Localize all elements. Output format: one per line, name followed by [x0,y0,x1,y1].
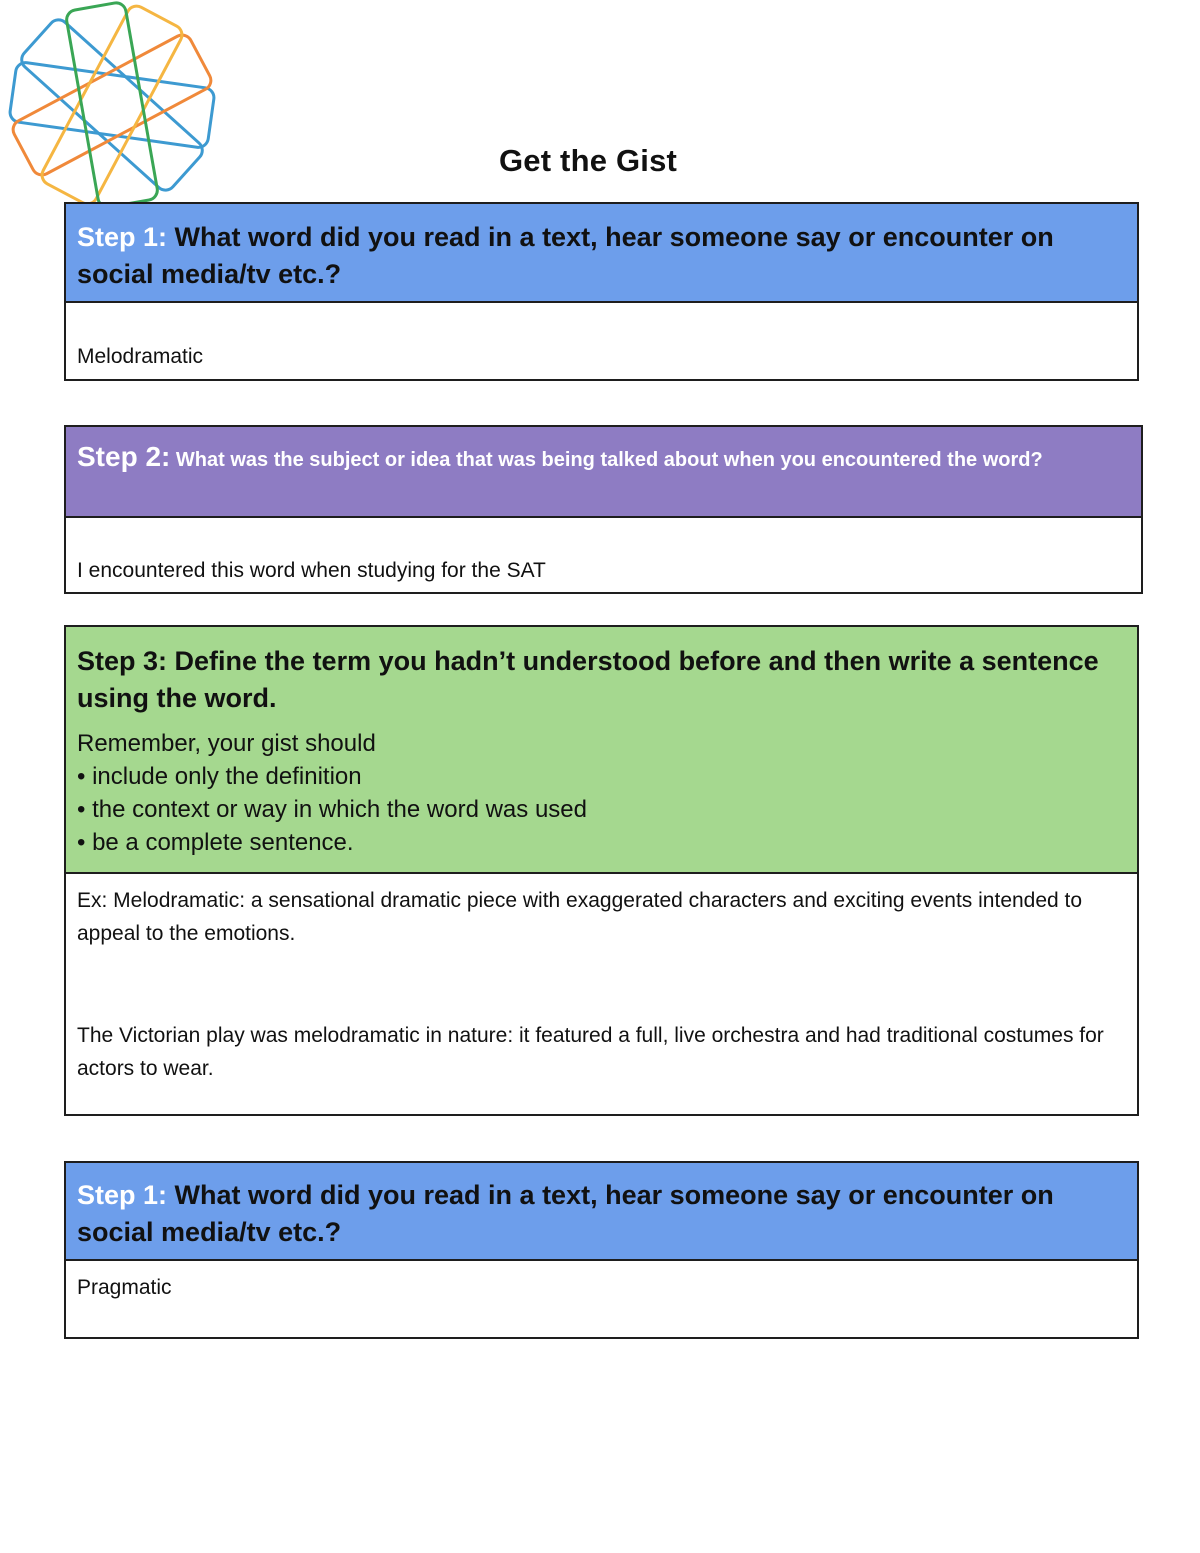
step-2-box [64,425,1143,594]
step-1-repeat-box [64,1161,1139,1339]
step-3-header [66,627,1137,874]
gist-tips [77,727,1126,859]
step-label: Step 1: [77,1180,168,1210]
step-1-repeat-header [66,1163,1137,1261]
step-label: Step 3: [77,646,168,676]
step-1-header [66,204,1137,303]
step-1-repeat-answer-area [66,1261,1137,1337]
step-question: Define the term you hadn’t understood before and then write a sentence using the word. [77,646,1099,713]
step-label: Step 1: [77,222,168,252]
step-answer: I encountered this word when studying for the SAT [77,559,546,582]
step-3-answer-area [66,874,1137,1114]
tip-line: • the context or way in which the word was used [77,796,587,823]
step-answer: Pragmatic [77,1276,172,1299]
step-2-answer-area [66,518,1141,592]
step-question: What was the subject or idea that was being talked about when you encountered the word? [175,449,1043,471]
step-1-answer-area [66,303,1137,379]
logo-icon [0,0,225,215]
tip-line: • be a complete sentence. [77,829,354,856]
tip-line: Remember, your gist should [77,730,376,757]
step-label: Step 2: [77,441,171,472]
sentence-answer: The Victorian play was melodramatic in nature: it featured a full, live orchestra and had traditional costumes for actors to wear. [77,1024,1104,1080]
step-2-header [66,427,1141,518]
step-3-box [64,625,1139,1116]
tip-line: • include only the definition [77,763,362,790]
step-question: What word did you read in a text, hear someone say or encounter on social media/tv etc.? [77,1180,1054,1247]
definition-answer: Ex: Melodramatic: a sensational dramatic piece with exaggerated characters and exciting events intended to appeal to the emotions. [77,889,1083,945]
page-title: Get the Gist [498,143,678,178]
step-answer: Melodramatic [77,345,204,368]
step-question: What word did you read in a text, hear someone say or encounter on social media/tv etc.? [77,222,1054,289]
step-1-box [64,202,1139,381]
